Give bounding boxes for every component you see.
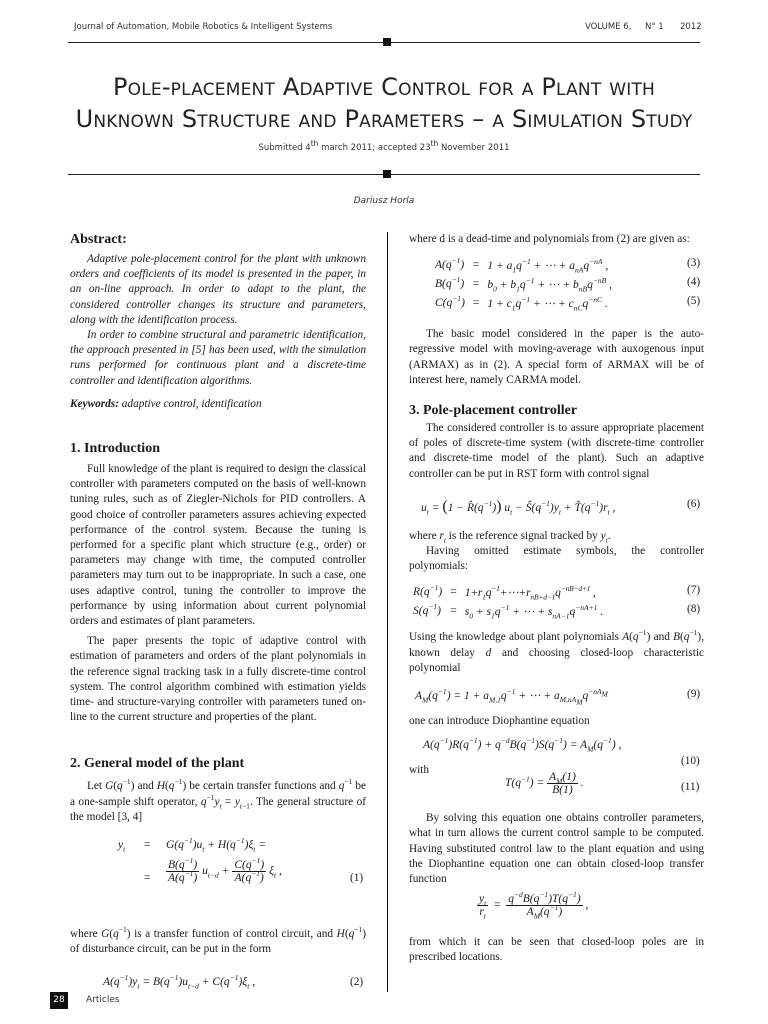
- sec3-heading: 3. Pole-placement controller: [409, 403, 578, 419]
- abstract-p2: In order to combine structural and parametric identification, the approach presented in [5] has been used, with the simulation runs performed for continuous plant and a discrete-time controller and identification algorithms.: [70, 329, 366, 387]
- title-line-2: Unknown Structure and Parameters – a Simulation Study: [75, 105, 693, 133]
- with-label: with: [409, 764, 430, 777]
- equations-7-8: $R(q^{-1})$ = $1+r_1q^{-1}+\cdots+r_{nB+d-1}q^{-nB-d+1}$ , $S(q^{-1})$ = $s_0 + s_1q^{-1}$ + ⋯ + $s_{nA-1}q^{-nA+1}$ . (7) (8): [413, 583, 701, 621]
- year: 2012: [680, 22, 702, 32]
- right-p9: from which it can be seen that closed-loop poles are in prescribed locations.: [409, 936, 704, 964]
- intro-p1: Full knowledge of the plant is required to design the classical controller with parameters computed on the basis of well-known tuning rules, such as of Ziegler-Nichols for PID controllers. A good choice of controller parameters assures achieving expected performance of the control system. Because the tuning is performed for a specific plant which structure (e.g., order) or parameters may change with time, the computed controller parameters may turn out to be inappropriate. In such a case, one uses adaptive control, tuning the controller to improve the performance by using information about current polynomial orders and estimates of plant parameters.: [70, 463, 366, 628]
- column-divider: [387, 232, 388, 992]
- sec2-p1: Let $G(q^{-1})$ and $H(q^{-1})$ be certain transfer functions and $q^{-1}$ be a one-sample shift operator, $q^{-1}y_t = y_{t-1}$. The general structure of the model [3, 4]: [70, 777, 367, 823]
- title-square: [383, 170, 391, 178]
- paper-title: [40, 71, 728, 135]
- equation-11: with $T(q^{-1})$ = $\frac{A_M(1)}{B(1)}$ . (11): [409, 764, 700, 797]
- right-p5: Having omitted estimate symbols, the controller polynomials:: [409, 545, 704, 573]
- right-column: [409, 232, 704, 966]
- intro-p2: The paper presents the topic of adaptive control with estimation of parameters and orders of the plant polynomials in the reference signal tracking task in a fully discrete-time control system. The control algorithm combined with estimation yields time- and structure-varying controller with parameters tuned on-line to the current structure and properties of the plant.: [70, 635, 366, 724]
- abstract-heading: Abstract:: [70, 232, 127, 247]
- equations-3-5: $A(q^{-1})$ = $1 + a_1q^{-1}$ + ⋯ + $a_{nA}q^{-nA}$ , $B(q^{-1})$ = $b_0 + b_1q^{-1}$ + ⋯ + $b_{nB}q^{-nB}$ , $C(q^{-1})$ = $1 + c_1q^{-1}$ + ⋯ + $c_{nC}q^{-nC}$ . (3) (4) (5): [435, 255, 701, 312]
- equation-2: $A(q^{-1})y_t = B(q^{-1})u_{t-d} + C(q^{-1})\xi_t$ , (2): [103, 972, 364, 990]
- equation-6: $u_t = (1$ − $R̂(q^{-1})$) $u_t$ − $Ŝ(q^{-1})y_t$ + $T̂(q^{-1})r_t$ , (6): [421, 497, 701, 517]
- equation-1: $y_t$ = $G(q^{-1})u_t + H(q^{-1})\xi_t$ = = $\frac{B(q^{-1})}{A(q^{-1})}$ $u_{t-d}$ + $\frac{C(q^{-1})}{A(q^{-1})}$ $\xi_t$ , (1): [118, 836, 364, 885]
- issue-number: N° 1: [645, 22, 664, 32]
- title-line-1: Pole-placement Adaptive Control for a Plant with: [112, 73, 656, 101]
- page-number: 28: [50, 992, 68, 1009]
- journal-name: Journal of Automation, Mobile Robotics & Intelligent Systems: [74, 22, 333, 32]
- submitted-line: Submitted 4th march 2011; accepted 23th November 2011: [258, 139, 510, 153]
- section-label: Articles: [86, 995, 120, 1005]
- keywords-value: adaptive control, identification: [121, 397, 262, 410]
- volume: VOLUME 6,: [585, 22, 632, 32]
- right-p8: By solving this equation one obtains controller parameters, what in turn allows the current control sample to be computed. Having substituted control law to the plant equation and using the Diophantine equation one can obtain closed-loop transfer function: [409, 812, 704, 886]
- right-p3: The considered controller is to assure appropriate placement of poles of discrete-time system (with discrete-time controller and discrete-time model of the plant). Such an adaptive controller can be put in RST form with control signal: [409, 422, 704, 480]
- keywords-label: Keywords:: [70, 397, 119, 410]
- sec2-heading: 2. General model of the plant: [70, 756, 245, 772]
- right-p2: The basic model considered in the paper is the auto-regressive model with moving-average with auxogenous input (ARMAX) as in (2). A special form of ARMAX will be of interest here, namely CARMA model.: [409, 328, 704, 386]
- right-p4: where $r_t$ is the reference signal tracked by $y_t$.: [409, 529, 611, 545]
- left-column: [70, 232, 366, 996]
- intro-heading: 1. Introduction: [70, 441, 160, 457]
- author: Dariusz Horla: [353, 196, 415, 206]
- abstract-p1: Adaptive pole-placement control for the plant with unknown orders and coefficients of its model is presented in the paper, in an on-line approach. In order to adapt to the plant, the considered controller changes its structure and parameters, along with the identification process.: [70, 253, 366, 326]
- equation-10: $A(q^{-1})R(q^{-1}) + q^{-d}B(q^{-1})S(q^{-1}) = A_M(q^{-1})$ , (10): [423, 736, 700, 768]
- header-square: [383, 38, 391, 46]
- keywords: [70, 397, 366, 412]
- closed-loop-equation: $\frac{y_t}{r_t}$ = $\frac{q^{-d}B(q^{-1})T(q^{-1})}{A_M(q^{-1})}$ ,: [479, 890, 589, 921]
- right-p6: Using the knowledge about plant polynomials $A(q^{-1})$ and $B(q^{-1})$, known delay d and choosing closed-loop characteristic polynomial: [409, 628, 705, 674]
- equation-9: $A_M(q^{-1}) = 1 + a_{M,1}q^{-1}$ + ⋯ + $a_{M,nA_M}q^{-nA_M}$ (9): [415, 687, 701, 707]
- sec2-p2: where $G(q^{-1})$ is a transfer function of control circuit, and $H(q^{-1})$ of disturbance circuit, can be put in the form: [70, 925, 366, 956]
- right-p1: where d is a dead-time and polynomials from (2) are given as:: [409, 233, 690, 245]
- right-p7: one can introduce Diophantine equation: [409, 715, 590, 728]
